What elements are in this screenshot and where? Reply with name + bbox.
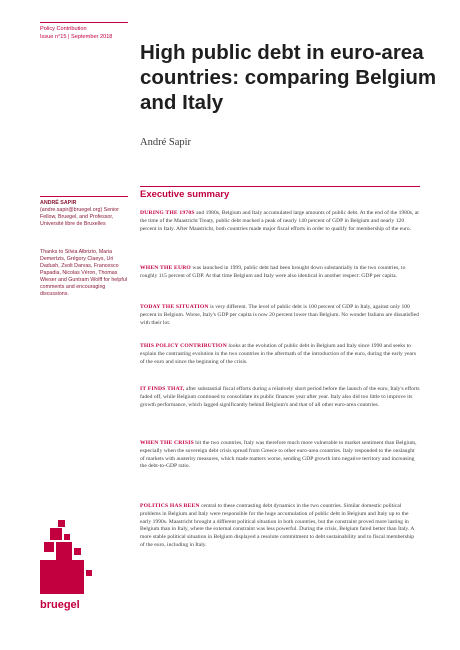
paragraph-lead: THIS POLICY CONTRIBUTION — [140, 343, 227, 349]
bruegel-logo-wordmark: bruegel — [40, 599, 80, 611]
executive-summary-heading: Executive summary — [140, 189, 230, 200]
page-title: High public debt in euro-area countries: comparing Belgium and Italy — [140, 41, 437, 114]
exec-summary-rule — [140, 186, 420, 187]
sidebar-author-rule — [40, 196, 128, 197]
author-note — [40, 200, 128, 228]
paragraph-lead: POLITICS HAS BEEN — [140, 503, 200, 509]
paragraph-text: was launched in 1999, public debt had been brought down substantially in the two countries, to roughly 115 percent of GDP. At that time Belgium and Italy were also identical in another respect: GDP per capita. — [140, 265, 406, 279]
summary-paragraph — [140, 440, 420, 471]
summary-paragraph — [140, 210, 420, 233]
paragraph-text: central to these contrasting debt dynamics in the two countries. Similar domestic political problems in Belgium and Italy were responsible for the huge accumulation of public debt in Belgium and Italy up to the early 1990s. Maastricht brought a different political situation in both countries, but the constraint proved more lasting in Belgium than in Italy, where the external constraint was less powerful. During the crisis, Belgium fared better than Italy. A more stable political situation in Belgium displayed a resolute commitment to debt sustainability and to fiscal membership of the euro, including in Italy. — [140, 503, 415, 548]
author-name: André Sapir — [140, 137, 192, 148]
paragraph-lead: DURING THE 1970S — [140, 210, 195, 216]
acknowledgements-note: Thanks to Silvia Albrizio, Maria Demertzis, Grégory Claeys, Uri Dadush, Zsolt Darvas, Francesco Papadia, Nicolas Véron, Thomas Wieser and Guntram Wolff for helpful comments and encouraging discussions. — [40, 249, 127, 297]
series-issue: Issue n°15 | September 2018 — [40, 33, 113, 40]
series-header-rule — [40, 22, 128, 23]
summary-paragraph — [140, 304, 420, 327]
author-note-text: (andre.sapir@bruegel.org) Senior Fellow, Bruegel, and Professor, Université libre de Bruxelles — [40, 207, 119, 227]
summary-paragraph — [140, 265, 420, 281]
paragraph-lead: WHEN THE EURO — [140, 265, 191, 271]
paragraph-text: and 1980s, Belgium and Italy accumulated large amounts of public debt. At the end of the 1980s, at the time of the Maastricht Treaty, public debt reached a peak of nearly 140 percent of GDP in Belgium and nearly 120 percent in Italy. After Maastricht, both countries made major fiscal efforts in order to qualify for membership of the euro. — [140, 210, 419, 232]
paragraph-lead: IT FINDS THAT, — [140, 386, 185, 392]
paragraph-text: after substantial fiscal efforts during a relatively short period before the launch of the euro, Italy's efforts faded off, while Belgium continued to consolidate its public finances year after year. Italy also did too little to improve its growth performance, which lagged significantly behind Belgium's and that of all other euro-area countries. — [140, 386, 420, 408]
summary-paragraph — [140, 386, 420, 409]
author-note-lead: ANDRÉ SAPIR — [40, 200, 77, 206]
paragraph-lead: TODAY THE SITUATION — [140, 304, 209, 310]
paragraph-text: looks at the evolution of public debt in Belgium and Italy since 1990 and seeks to explain the contrasting evolution in the two countries in the aftermath of the introduction of the euro, during the early years of the euro and since the beginning of the crisis. — [140, 343, 417, 365]
paragraph-text: hit the two countries, Italy was therefore much more vulnerable to market sentiment than Belgium, especially when the sovereign debt crisis spread from Greece to other euro-area countries. Italy responded to the onslaught of markets with austerity measures, which made matters worse, sending GDP growth into negative territory and increasing the debt-to-GDP ratio. — [140, 440, 417, 470]
series-label — [40, 26, 128, 41]
summary-paragraph — [140, 503, 420, 550]
paragraph-text: is very different. The level of public debt is 100 percent of GDP in Italy, against only 100 percent in Belgium. Worse, Italy's GDP per capita is now 20 percent lower than Belgium. No wonder Italians are dissatisfied with their lot. — [140, 304, 419, 326]
summary-paragraph — [140, 343, 420, 366]
series-name: Policy Contribution — [40, 26, 87, 32]
paragraph-lead: WHEN THE CRISIS — [140, 440, 194, 446]
